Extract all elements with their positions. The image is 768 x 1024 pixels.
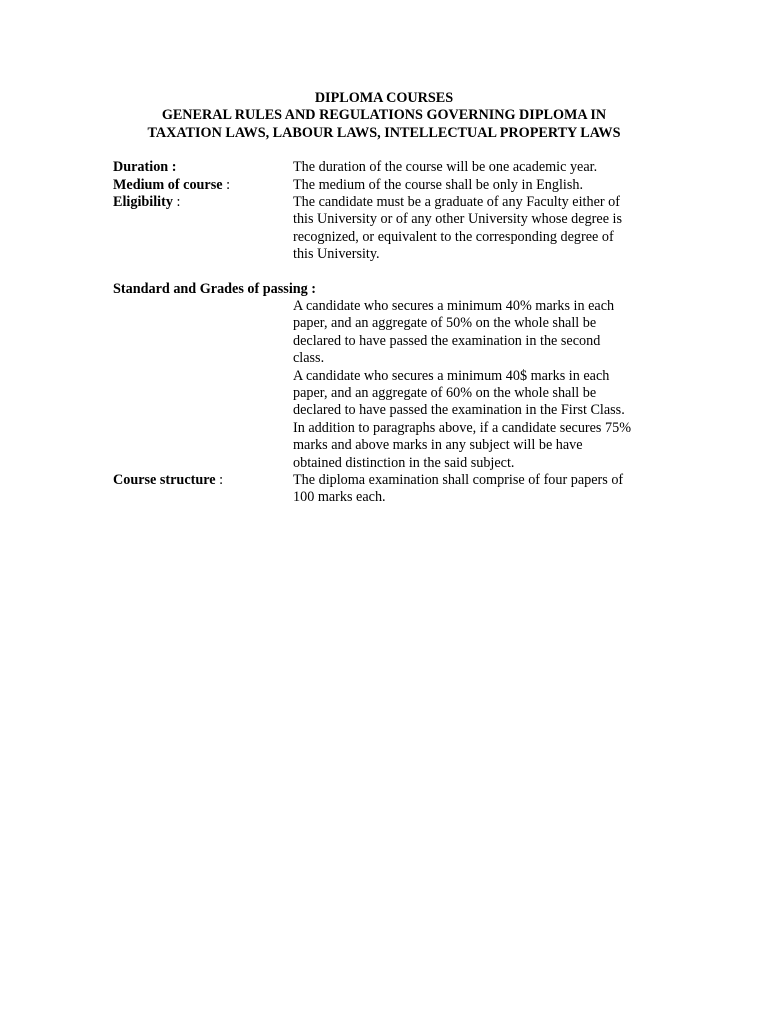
- document-title: [0, 90, 768, 142]
- standard-line: class.: [293, 350, 325, 367]
- title-line-1: DIPLOMA COURSES: [314, 90, 454, 106]
- course-structure-colon: :: [215, 472, 224, 488]
- medium-line: The medium of the course shall be only in English.: [293, 177, 583, 193]
- eligibility-label: Eligibility :: [113, 194, 181, 210]
- course-structure-line: 100 marks each.: [293, 489, 386, 506]
- duration-text: [293, 159, 663, 176]
- medium-label: Medium of course :: [113, 177, 231, 193]
- title-line-3: TAXATION LAWS, LABOUR LAWS, INTELLECTUAL PROPERTY LAWS: [147, 124, 621, 141]
- standard-line: In addition to paragraphs above, if a candidate secures 75%: [293, 419, 632, 436]
- medium-text: [293, 177, 663, 194]
- standard-line: declared to have passed the examination in the second: [293, 332, 601, 349]
- standard-text: [293, 298, 663, 472]
- course-structure-text: [293, 472, 663, 507]
- eligibility-colon: :: [172, 194, 181, 210]
- standard-line: paper, and an aggregate of 50% on the whole shall be: [293, 315, 597, 332]
- eligibility-line: The candidate must be a graduate of any Faculty either of: [293, 194, 620, 210]
- standard-heading: Standard and Grades of passing :: [113, 281, 317, 297]
- eligibility-line: recognized, or equivalent to the corresponding degree of: [293, 228, 614, 245]
- medium-colon: :: [222, 177, 231, 193]
- duration-label: Duration :: [113, 159, 177, 175]
- standard-line: A candidate who secures a minimum 40% marks in each: [293, 298, 615, 314]
- eligibility-text: [293, 194, 663, 264]
- standard-line: declared to have passed the examination in the First Class.: [293, 402, 625, 419]
- course-structure-label: Course structure :: [113, 472, 224, 488]
- duration-line: The duration of the course will be one academic year.: [293, 159, 598, 175]
- course-structure-line: The diploma examination shall comprise of four papers of: [293, 472, 624, 488]
- standard-line: A candidate who secures a minimum 40$ marks in each: [293, 367, 610, 384]
- standard-line: marks and above marks in any subject will be have: [293, 437, 583, 454]
- standard-line: paper, and an aggregate of 60% on the whole shall be: [293, 385, 597, 402]
- title-line-2: GENERAL RULES AND REGULATIONS GOVERNING DIPLOMA IN: [161, 107, 607, 124]
- eligibility-line: this University.: [293, 246, 380, 263]
- standard-line: obtained distinction in the said subject.: [293, 454, 515, 471]
- eligibility-line: this University or of any other University whose degree is: [293, 211, 623, 228]
